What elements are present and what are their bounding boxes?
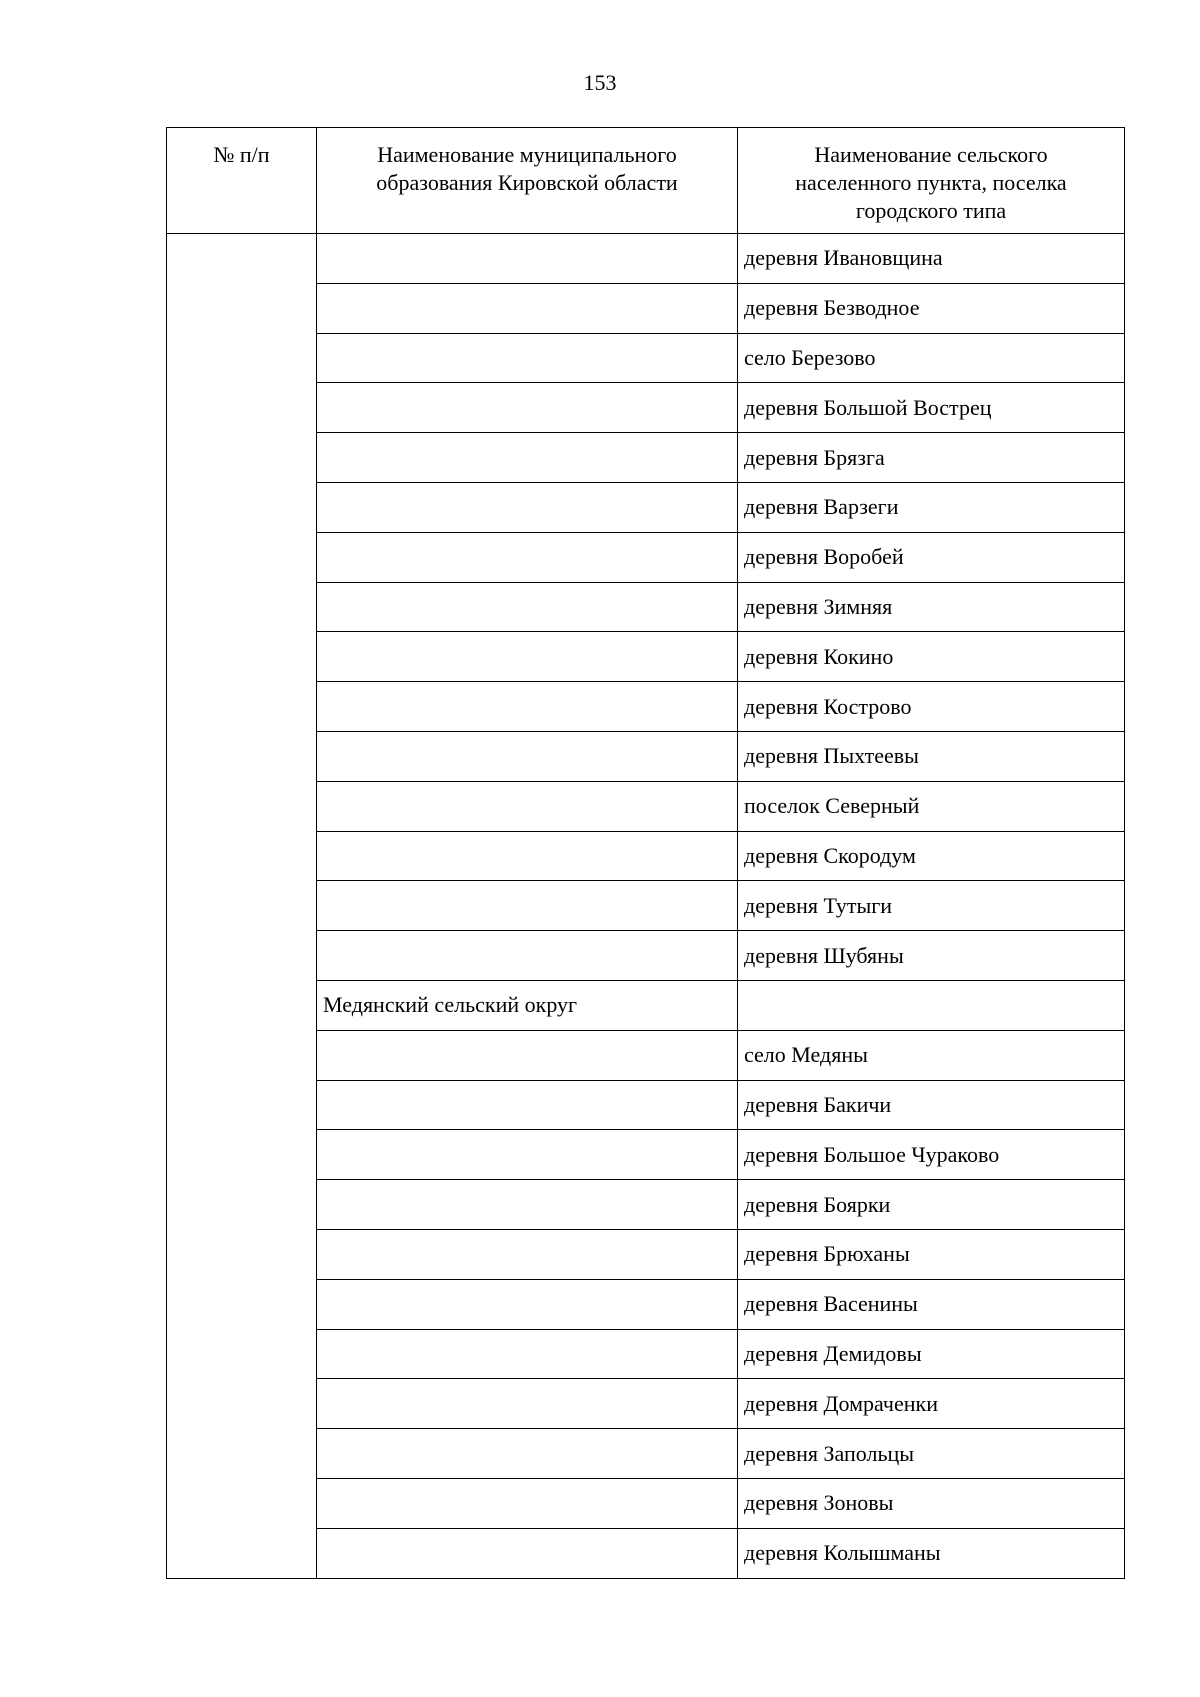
- municipality-cell: [317, 1329, 738, 1379]
- settlement-cell: деревня Скородум: [738, 831, 1125, 881]
- header-settlement-line: населенного пункта, поселка: [795, 170, 1067, 195]
- settlement-cell: [738, 980, 1125, 1030]
- settlement-cell: деревня Запольцы: [738, 1429, 1125, 1479]
- settlement-cell: деревня Кокино: [738, 632, 1125, 682]
- settlement-cell: деревня Колышманы: [738, 1528, 1125, 1578]
- municipality-cell: [317, 1130, 738, 1180]
- page-number: 153: [583, 70, 617, 95]
- settlement-cell: село Березово: [738, 333, 1125, 383]
- municipality-cell: [317, 632, 738, 682]
- header-settlement-line: городского типа: [855, 198, 1007, 223]
- municipality-cell: [317, 1080, 738, 1130]
- settlement-cell: деревня Зоновы: [738, 1478, 1125, 1528]
- settlement-cell: деревня Пыхтеевы: [738, 731, 1125, 781]
- municipality-cell: [317, 1528, 738, 1578]
- municipality-cell: [317, 532, 738, 582]
- settlements-table: [166, 127, 1125, 1579]
- municipality-cell: [317, 1379, 738, 1429]
- table-row: [167, 234, 1125, 284]
- settlement-cell: деревня Брязга: [738, 433, 1125, 483]
- municipality-cell: [317, 1478, 738, 1528]
- header-settlement-line: Наименование сельского: [814, 142, 1048, 167]
- settlement-cell: деревня Большой Вострец: [738, 383, 1125, 433]
- settlement-cell: деревня Брюханы: [738, 1229, 1125, 1279]
- municipality-cell: [317, 283, 738, 333]
- municipality-cell: [317, 1229, 738, 1279]
- municipality-cell: [317, 682, 738, 732]
- settlement-cell: поселок Северный: [738, 781, 1125, 831]
- settlement-cell: деревня Бакичи: [738, 1080, 1125, 1130]
- settlement-cell: деревня Варзеги: [738, 482, 1125, 532]
- settlement-cell: деревня Шубяны: [738, 931, 1125, 981]
- table-header: [167, 128, 1125, 234]
- municipality-cell: [317, 831, 738, 881]
- municipality-cell: [317, 1030, 738, 1080]
- municipality-cell: [317, 881, 738, 931]
- header-municipality-line: Наименование муниципального: [377, 142, 677, 167]
- municipality-cell: [317, 731, 738, 781]
- settlement-cell: село Медяны: [738, 1030, 1125, 1080]
- number-cell: [167, 234, 317, 1579]
- municipality-cell: [317, 482, 738, 532]
- municipality-cell: [317, 234, 738, 284]
- settlement-cell: деревня Безводное: [738, 283, 1125, 333]
- municipality-cell: [317, 781, 738, 831]
- municipality-cell: [317, 383, 738, 433]
- header-number: [167, 128, 317, 234]
- settlement-cell: деревня Боярки: [738, 1180, 1125, 1230]
- settlement-cell: деревня Домраченки: [738, 1379, 1125, 1429]
- settlement-cell: деревня Кострово: [738, 682, 1125, 732]
- header-row: [167, 128, 1125, 234]
- settlement-cell: деревня Воробей: [738, 532, 1125, 582]
- header-settlement: [738, 128, 1125, 234]
- municipality-cell: [317, 1429, 738, 1479]
- header-number-label: № п/п: [213, 142, 270, 167]
- settlement-cell: деревня Большое Чураково: [738, 1130, 1125, 1180]
- header-municipality-line: образования Кировской области: [376, 170, 678, 195]
- header-municipality: [317, 128, 738, 234]
- municipality-cell: [317, 333, 738, 383]
- municipality-cell: [317, 931, 738, 981]
- settlement-cell: деревня Зимняя: [738, 582, 1125, 632]
- municipality-cell: [317, 1279, 738, 1329]
- municipality-cell: [317, 582, 738, 632]
- settlement-cell: деревня Тутыги: [738, 881, 1125, 931]
- table-body: [167, 234, 1125, 1579]
- settlement-cell: деревня Ивановщина: [738, 234, 1125, 284]
- settlement-cell: деревня Васенины: [738, 1279, 1125, 1329]
- municipality-cell: [317, 1180, 738, 1230]
- settlement-cell: деревня Демидовы: [738, 1329, 1125, 1379]
- municipality-cell: [317, 433, 738, 483]
- municipality-cell: Медянский сельский округ: [317, 980, 738, 1030]
